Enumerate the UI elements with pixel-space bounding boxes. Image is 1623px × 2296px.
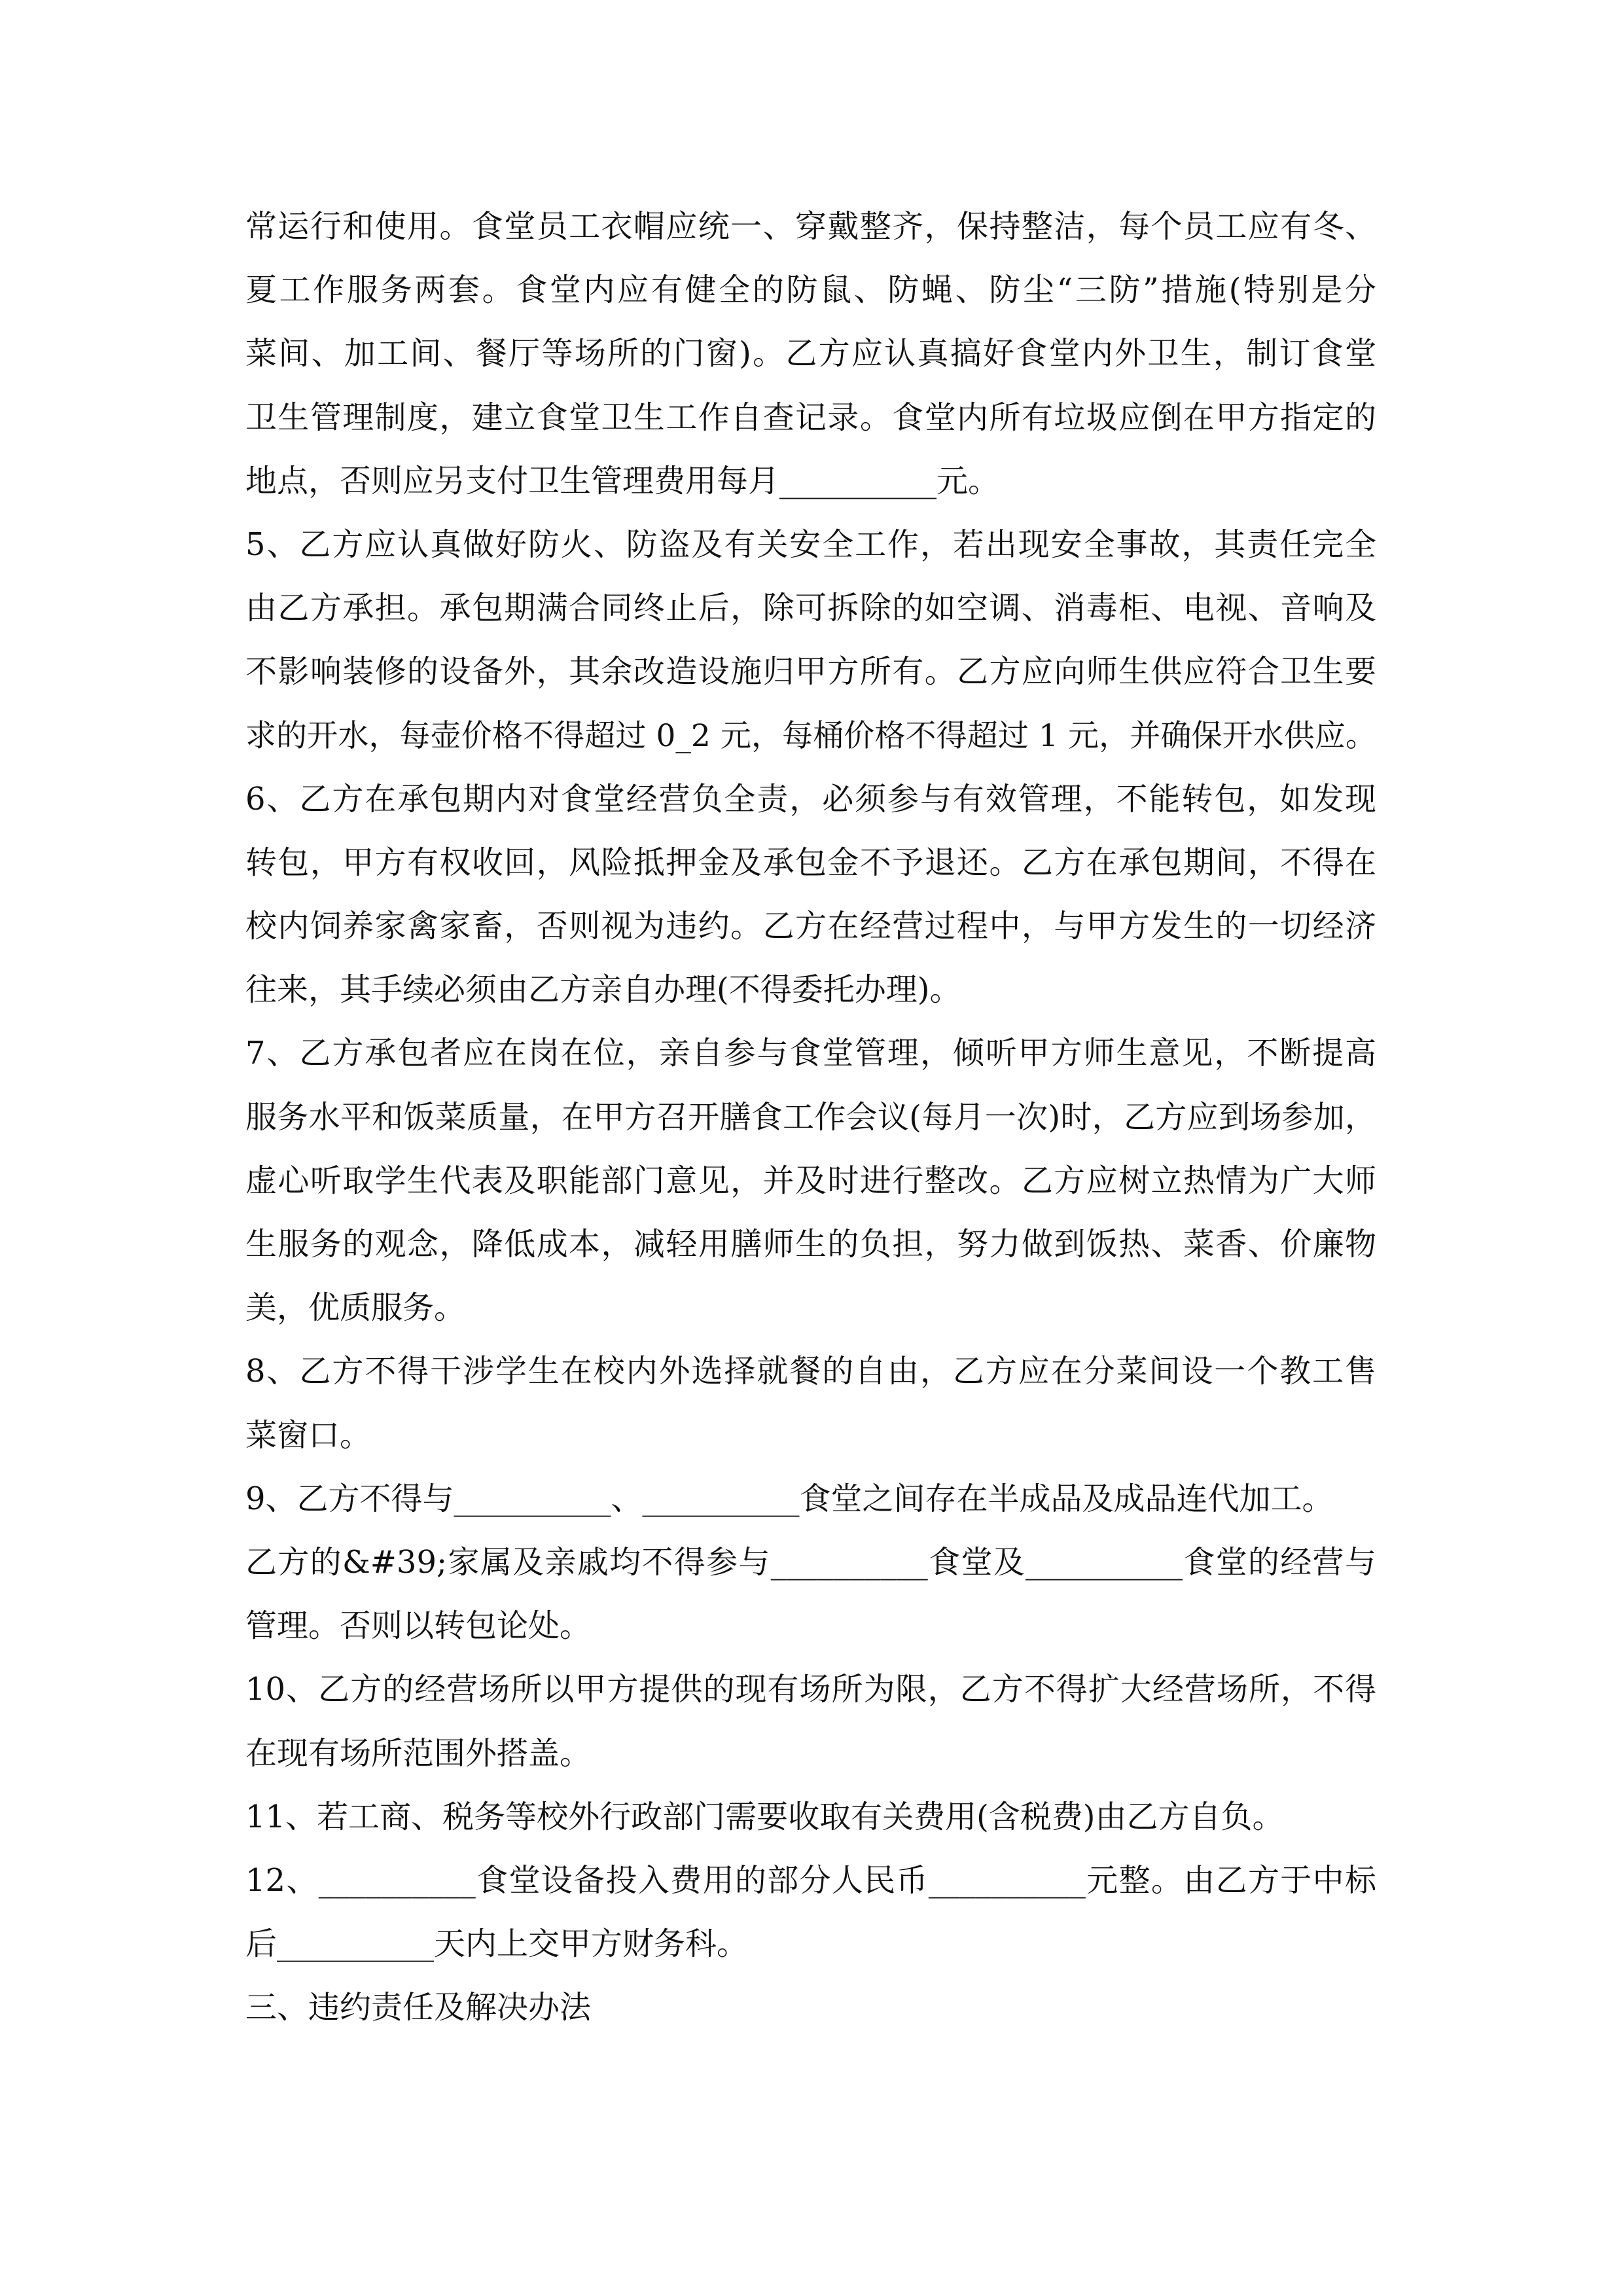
document-body (245, 195, 1376, 2039)
text-line: 菜间、加工间、餐厅等场所的门窗)。乙方应认真搞好食堂内外卫生，制订食堂 (245, 335, 1376, 372)
text-line: 常运行和使用。食堂员工衣帽应统一、穿戴整齐，保持整洁，每个员工应有冬、 (245, 208, 1376, 245)
text-line: 在现有场所范围外搭盖。 (245, 1734, 592, 1772)
text-line: 9、乙方不得与__________、__________食堂之间存在半成品及成品连代加工。 (245, 1480, 1334, 1517)
text-line: 不影响装修的设备外，其余改造设施归甲方所有。乙方应向师生供应符合卫生要 (245, 653, 1376, 691)
text-line: 生服务的观念，降低成本，减轻用膳师生的负担，努力做到饭热、菜香、价廉物 (245, 1226, 1376, 1263)
text-line: 12、__________食堂设备投入费用的部分人民币__________元整。由乙方于中标 (245, 1861, 1376, 1899)
text-line: 后__________天内上交甲方财务科。 (245, 1926, 749, 1963)
text-line: 夏工作服务两套。食堂内应有健全的防鼠、防蝇、防尘“三防”措施(特别是分 (245, 272, 1376, 309)
text-line: 求的开水，每壶价格不得超过 0_2 元，每桶价格不得超过 1 元，并确保开水供应。 (245, 717, 1376, 754)
text-line: 管理。否则以转包论处。 (245, 1607, 592, 1645)
text-line: 7、乙方承包者应在岗在位，亲自参与食堂管理，倾听甲方师生意见，不断提高 (245, 1035, 1376, 1072)
text-line: 地点，否则应另支付卫生管理费用每月__________元。 (245, 462, 1000, 499)
text-line: 往来，其手续必须由乙方亲自办理(不得委托办理)。 (245, 971, 961, 1009)
text-line: 卫生管理制度，建立食堂卫生工作自查记录。食堂内所有垃圾应倒在甲方指定的 (245, 399, 1376, 436)
text-line: 校内饲养家禽家畜，否则视为违约。乙方在经营过程中，与甲方发生的一切经济 (245, 908, 1376, 945)
text-line: 乙方的&#39;家属及亲戚均不得参与__________食堂及__________食堂的经营与 (245, 1543, 1376, 1581)
text-line: 转包，甲方有权收回，风险抵押金及承包金不予退还。乙方在承包期间，不得在 (245, 844, 1376, 881)
text-line: 10、乙方的经营场所以甲方提供的现有场所为限，乙方不得扩大经营场所，不得 (245, 1671, 1376, 1708)
text-line: 虚心听取学生代表及职能部门意见，并及时进行整改。乙方应树立热情为广大师 (245, 1162, 1376, 1199)
text-line: 由乙方承担。承包期满合同终止后，除可拆除的如空调、消毒柜、电视、音响及 (245, 590, 1376, 627)
text-line: 服务水平和饭菜质量，在甲方召开膳食工作会议(每月一次)时，乙方应到场参加， (245, 1098, 1376, 1136)
text-line: 菜窗口。 (245, 1416, 372, 1454)
text-line: 美，优质服务。 (245, 1289, 466, 1327)
text-line: 8、乙方不得干涉学生在校内外选择就餐的自由，乙方应在分菜间设一个教工售 (245, 1353, 1376, 1390)
text-line: 三、违约责任及解决办法 (245, 1989, 592, 2026)
text-line: 5、乙方应认真做好防火、防盗及有关安全工作，若出现安全事故，其责任完全 (245, 526, 1376, 563)
text-line: 6、乙方在承包期内对食堂经营负全责，必须参与有效管理，不能转包，如发现 (245, 780, 1376, 817)
text-line: 11、若工商、税务等校外行政部门需要收取有关费用(含税费)由乙方自负。 (245, 1798, 1284, 1835)
